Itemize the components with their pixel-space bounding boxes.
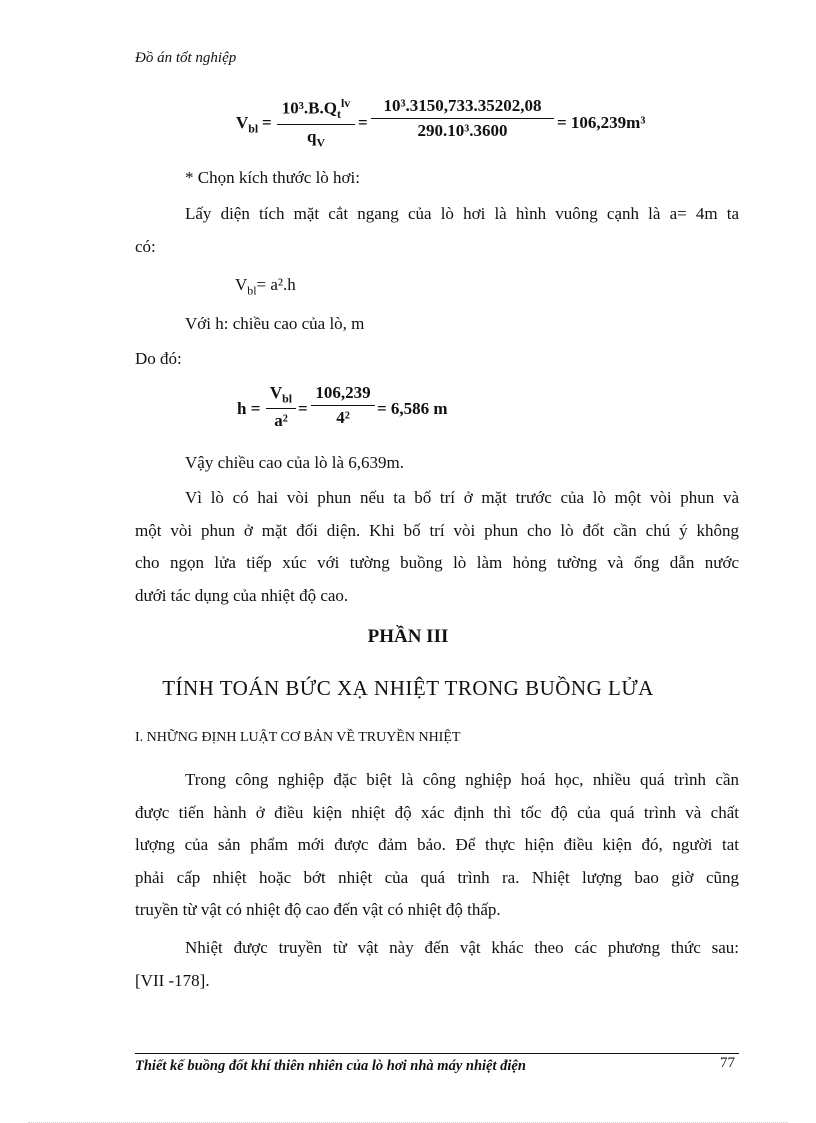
choose-size-text: * Chọn kích thước lò hơi: — [185, 168, 360, 187]
formula-vbl-result: = 106,239m³ — [557, 113, 646, 132]
height-conclusion-text: Vậy chiều cao của lò là 6,639m. — [185, 453, 405, 472]
subsection-heading: I. NHỮNG ĐỊNH LUẬT CƠ BẢN VỀ TRUYỀN NHIỆT — [135, 730, 461, 745]
burner-line-1: Vì lò có hai vòi phun nếu ta bố trí ở mặt trước của lò một vòi phun và — [185, 488, 739, 507]
formula-height-fraction-numeric: $\frac{106,239}{\text{4²}}$ — [311, 383, 375, 428]
industry-line-3: lượng của sản phẩm mới được đảm bảo. Để thực hiện điều kiện đó, người tat — [135, 835, 739, 854]
industry-line-2: được tiến hành ở điều kiện nhiệt độ xác định thì tốc độ của quá trình và chất — [135, 802, 739, 822]
cross-section-line-2: có: — [135, 236, 156, 256]
therefore-text: Do đó: — [135, 349, 182, 368]
footer-title: Thiết kế buồng đốt khí thiên nhiên của lò hơi nhà máy nhiệt điện — [135, 1058, 526, 1074]
formula-vbl-eq2: = — [358, 113, 368, 132]
industry-line-4: phải cấp nhiệt hoặc bớt nhiệt của quá trình ra. Nhiệt lượng bao giờ cũng — [135, 867, 739, 887]
burner-line-2: một vòi phun ở mặt đối diện. Khi bố trí vòi phun cho lò đốt cần chú ý không — [135, 520, 739, 540]
industry-line-5: truyền từ vật có nhiệt độ cao đến vật có nhiệt độ thấp. — [135, 900, 501, 919]
formula-height-fraction-symbolic: $V_{bl}$ a² — [266, 383, 296, 431]
footer-divider — [135, 1053, 739, 1054]
transfer-line-1: Nhiệt được truyền từ vật này đến vật khác theo các phương thức sau: — [185, 938, 739, 957]
formula-vbl-eq1: = — [262, 113, 272, 132]
part-heading: PHẦN III — [367, 626, 449, 647]
burner-paragraph — [135, 482, 739, 612]
page-number: 77 — [720, 1055, 735, 1071]
burner-line-4: dưới tác dụng của nhiệt độ cao. — [135, 585, 349, 605]
industry-paragraph — [135, 764, 739, 927]
formula-height-lhs: h = — [237, 399, 261, 418]
formula-vbl-fraction-symbolic: $10^3.B.Q_t^{lv}$ $q_V$ — [277, 96, 355, 150]
cross-section-line-1: Lấy diện tích mặt cắt ngang của lò hơi là hình vuông cạnh là a= 4m ta — [185, 204, 739, 223]
transfer-paragraph — [135, 932, 739, 997]
height-definition-text: Với h: chiều cao của lò, m — [185, 314, 365, 333]
cross-section-paragraph — [135, 198, 739, 263]
page-header-title: Đồ án tốt nghiệp — [135, 50, 237, 66]
formula-height-eq: = — [298, 399, 308, 418]
industry-line-1: Trong công nghiệp đặc biệt là công nghiệp hoá học, nhiều quá trình cần — [185, 770, 739, 789]
section-heading: TÍNH TOÁN BỨC XẠ NHIỆT TRONG BUỒNG LỬA — [162, 676, 654, 700]
formula-vbl-fraction-numeric: $\frac{\text{10³.3150,733.35202,08}}{\text{290.10³.3600}}$ — [371, 96, 554, 141]
formula-vbl-lhs: $V_{bl}$ — [236, 113, 259, 136]
formula-height-result: = 6,586 m — [377, 399, 448, 418]
transfer-line-2: [VII -178]. — [135, 970, 210, 990]
burner-line-3: cho ngọn lửa tiếp xúc với tường buồng lò làm hỏng tường và ống dẫn nước — [135, 553, 739, 572]
volume-equation: $V_{bl}= a^2.h$ — [235, 275, 296, 298]
